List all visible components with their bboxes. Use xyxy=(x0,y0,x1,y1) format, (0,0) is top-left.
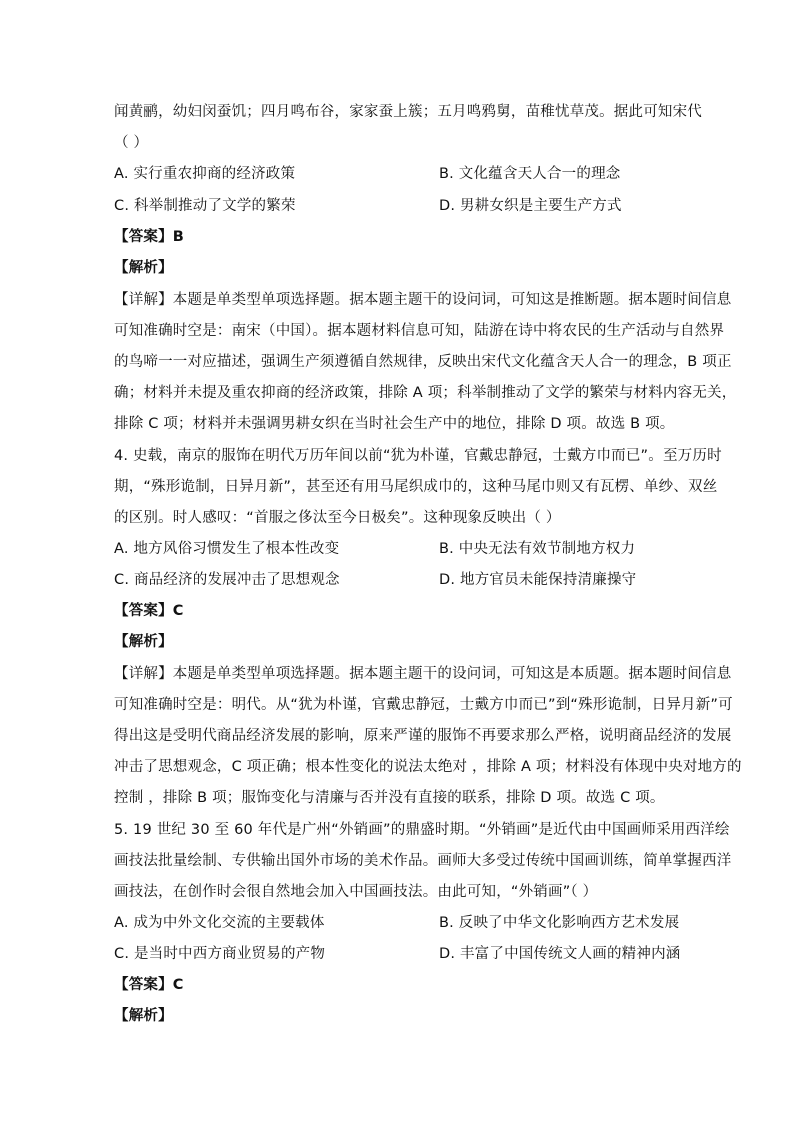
q4-stem-line-3: 的区别。时人感叹：“首服之侈汰至今日极矣”。这种现象反映出（ ） xyxy=(114,510,561,526)
q3-stem-line-2: （ ） xyxy=(114,135,149,151)
q5-stem-line-3: 画技法，在创作时会很自然地会加入中国画技法。由此可知，“外销画”（ ） xyxy=(114,884,598,900)
q4-option-a: A. 地方风俗习惯发生了根本性改变 xyxy=(114,541,340,557)
q3-answer: 【答案】B xyxy=(114,229,185,245)
q4-option-b: B. 中央无法有效节制地方权力 xyxy=(439,541,636,557)
q4-detail-line-3: 得出这是受明代商品经济发展的影响，原来严谨的服饰不再要求那么严格，说明商品经济的发展 xyxy=(114,728,732,744)
q3-detail-line-4: 确；材料并未提及重农抑商的经济政策，排除 A 项；科举制推动了文学的繁荣与材料内容无关， xyxy=(114,385,737,401)
q3-analysis-title: 【解析】 xyxy=(114,260,173,276)
q3-option-c: C. 科举制推动了文学的繁荣 xyxy=(114,198,296,214)
q4-detail-line-1: 【详解】本题是单类型单项选择题。据本题主题干的设问词，可知这是本质题。据本题时间信息 xyxy=(114,666,732,682)
q4-answer: 【答案】C xyxy=(114,603,184,619)
q3-detail-line-3: 的鸟啼一一对应描述，强调生产须遵循自然规律，反映出宋代文化蕴含天人合一的理念，B 项正 xyxy=(114,354,732,370)
q4-option-c: C. 商品经济的发展冲击了思想观念 xyxy=(114,572,340,588)
q4-detail-line-5: 控制 ，排除 B 项；服饰变化与清廉与否并没有直接的联系，排除 D 项。故选 C 项。 xyxy=(114,790,665,806)
q5-option-b: B. 反映了中华文化影响西方艺术发展 xyxy=(439,915,680,931)
q4-option-d: D. 地方官员未能保持清廉操守 xyxy=(439,572,637,588)
q3-detail-line-2: 可知准确时空是：南宋（中国）。据本题材料信息可知，陆游在诗中将农民的生产活动与自然界 xyxy=(114,323,725,339)
q4-detail-line-2: 可知准确时空是：明代。从“犹为朴谨，官戴忠静冠，士戴方巾而已”到“殊形诡制，日异月新”可 xyxy=(114,697,733,713)
q3-stem-line-1: 闻黄鹂，幼妇闵蚕饥；四月鸣布谷，家家蚕上簇；五月鸣鸦舅，苗稚忧草茂。据此可知宋代 xyxy=(114,104,702,120)
q5-analysis-title: 【解析】 xyxy=(114,1008,173,1024)
q3-option-d: D. 男耕女织是主要生产方式 xyxy=(439,198,622,214)
q5-stem-line-2: 画技法批量绘制、专供输出国外市场的美术作品。画师大多受过传统中国画训练，简单掌握西洋 xyxy=(114,853,732,869)
q5-option-c: C. 是当时中西方商业贸易的产物 xyxy=(114,946,326,962)
q3-detail-line-1: 【详解】本题是单类型单项选择题。据本题主题干的设问词，可知这是推断题。据本题时间信息 xyxy=(114,292,732,308)
q4-detail-line-4: 冲击了思想观念，C 项正确；根本性变化的说法太绝对 ，排除 A 项；材料没有体现中央对地方的 xyxy=(114,759,742,775)
q4-analysis-title: 【解析】 xyxy=(114,634,173,650)
q3-option-a: A. 实行重农抑商的经济政策 xyxy=(114,166,296,182)
q5-answer: 【答案】C xyxy=(114,977,184,993)
q3-option-b: B. 文化蕴含天人合一的理念 xyxy=(439,166,621,182)
q4-stem-line-2: 期，“殊形诡制，日异月新”，甚至还有用马尾织成巾的，这种马尾巾则又有瓦楞、单纱、双丝 xyxy=(114,479,718,495)
q5-option-d: D. 丰富了中国传统文人画的精神内涵 xyxy=(439,946,681,962)
q3-detail-line-5: 排除 C 项；材料并未强调男耕女织在当时社会生产中的地位，排除 D 项。故选 B 项。 xyxy=(114,416,675,432)
q5-stem-line-1: 5. 19 世纪 30 至 60 年代是广州“外销画”的鼎盛时期。“外销画”是近代由中国画师采用西洋绘 xyxy=(114,822,730,838)
q4-stem-line-1: 4. 史载，南京的服饰在明代万历年间以前“犹为朴谨，官戴忠静冠，士戴方巾而已”。至万历时 xyxy=(114,448,722,464)
q5-option-a: A. 成为中外文化交流的主要载体 xyxy=(114,915,325,931)
